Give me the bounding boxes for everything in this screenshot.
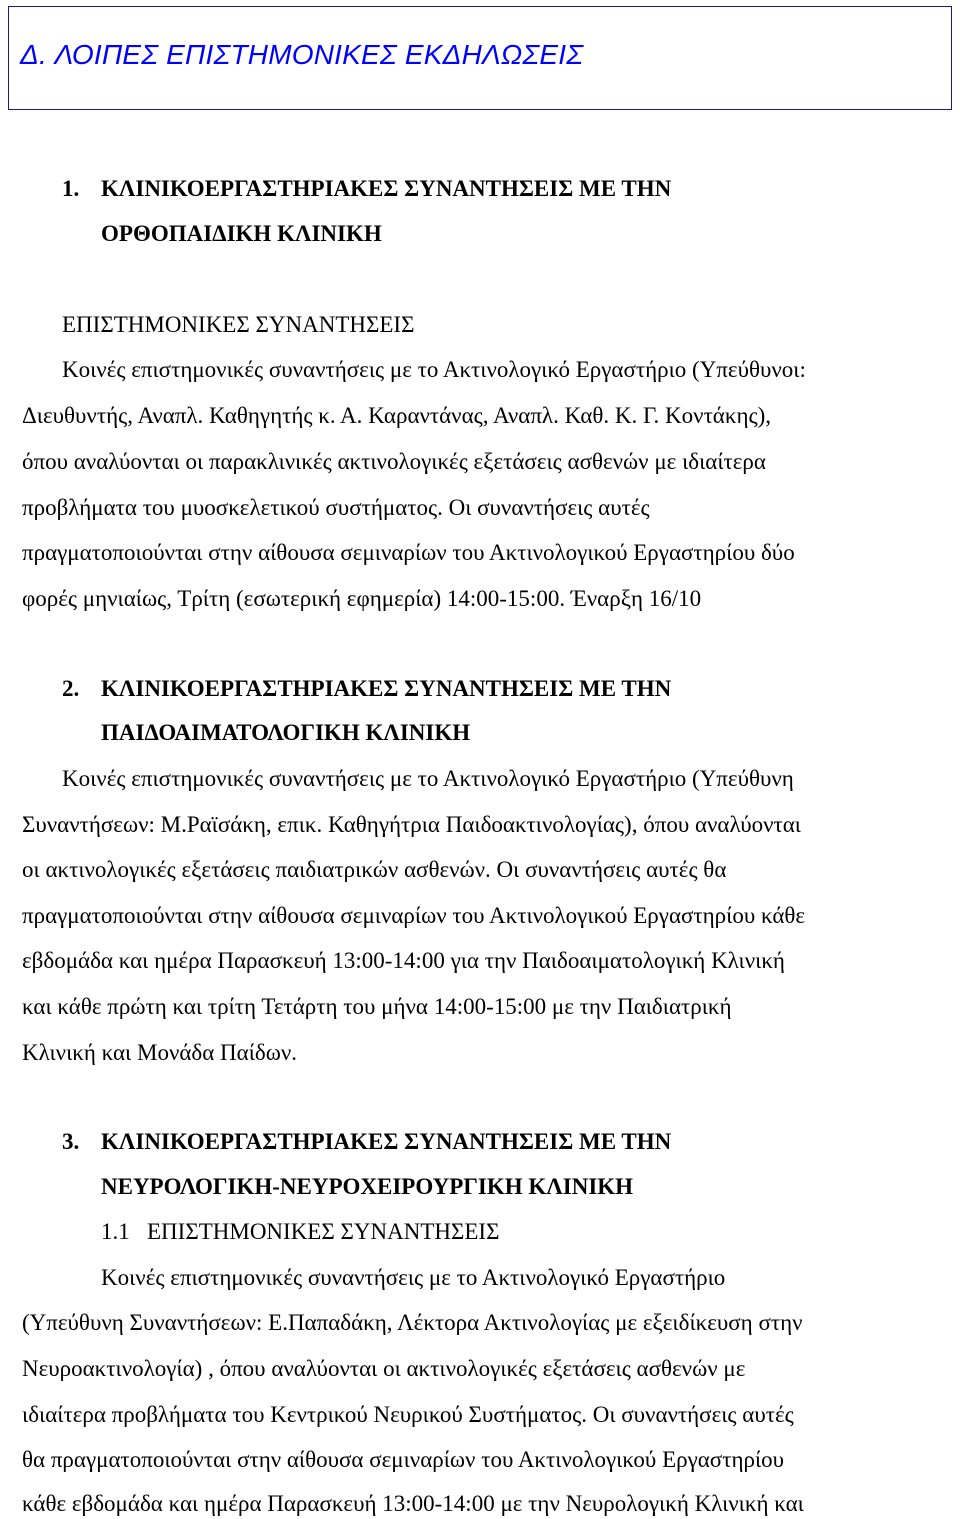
paragraph-line: πραγματοποιούνται στην αίθουσα σεμιναρίων του Ακτινολογικού Εργαστηρίου κάθε [22,903,806,928]
paragraph-line: Κοινές επιστημονικές συναντήσεις με το Ακτινολογικό Εργαστήριο [101,1265,726,1290]
paragraph-line: Κοινές επιστημονικές συναντήσεις με το Ακτινολογικό Εργαστήριο (Υπεύθυνοι: [62,357,806,382]
section-heading-line: ΟΡΘΟΠΑΙΔΙΚΗ ΚΛΙΝΙΚΗ [101,221,382,246]
section-heading-line: ΚΛΙΝΙΚΟΕΡΓΑΣΤΗΡΙΑΚΕΣ ΣΥΝΑΝΤΗΣΕΙΣ ΜΕ ΤΗΝ [101,676,672,701]
paragraph-line: Νευροακτινολογία) , όπου αναλύονται οι ακτινολογικές εξετάσεις ασθενών με [22,1356,746,1381]
paragraph-line: προβλήματα του μυοσκελετικού συστήματος. Οι συναντήσεις αυτές [22,495,650,520]
section-heading-line: ΝΕΥΡΟΛΟΓΙΚΗ-ΝΕΥΡΟΧΕΙΡΟΥΡΓΙΚΗ ΚΛΙΝΙΚΗ [101,1174,634,1199]
section-heading-line: ΚΛΙΝΙΚΟΕΡΓΑΣΤΗΡΙΑΚΕΣ ΣΥΝΑΝΤΗΣΕΙΣ ΜΕ ΤΗΝ [101,176,672,201]
section-number: 3. [62,1129,80,1154]
paragraph-line: κάθε εβδομάδα και ημέρα Παρασκευή 13:00-14:00 με την Νευρολογική Κλινική και [22,1491,804,1516]
paragraph-line: φορές μηνιαίως, Τρίτη (εσωτερική εφημερία) 14:00-15:00. Έναρξη 16/10 [22,586,702,611]
paragraph-line: εβδομάδα και ημέρα Παρασκευή 13:00-14:00 για την Παιδοαιματολογική Κλινική [22,948,785,973]
paragraph-line: Κοινές επιστημονικές συναντήσεις με το Ακτινολογικό Εργαστήριο (Υπεύθυνη [62,766,794,791]
paragraph-line: Διευθυντής, Αναπλ. Καθηγητής κ. Α. Καραντάνας, Αναπλ. Καθ. Κ. Γ. Κοντάκης), [22,403,771,428]
section-number: 1. [62,176,80,201]
section-heading-line: ΚΛΙΝΙΚΟΕΡΓΑΣΤΗΡΙΑΚΕΣ ΣΥΝΑΝΤΗΣΕΙΣ ΜΕ ΤΗΝ [101,1129,672,1154]
paragraph-line: όπου αναλύονται οι παρακλινικές ακτινολογικές εξετάσεις ασθενών με ιδιαίτερα [22,449,766,474]
paragraph-line: οι ακτινολογικές εξετάσεις παιδιατρικών ασθενών. Οι συναντήσεις αυτές θα [22,857,727,882]
paragraph-line: (Υπεύθυνη Συναντήσεων: Ε.Παπαδάκη, Λέκτορα Ακτινολογίας με εξειδίκευση στην [22,1310,803,1335]
paragraph-line: και κάθε πρώτη και τρίτη Τετάρτη του μήνα 14:00-15:00 με την Παιδιατρική [22,994,732,1019]
paragraph-line: Κλινική και Μονάδα Παίδων. [22,1040,298,1065]
section-number: 2. [62,676,80,701]
section-subheading: 1.1 ΕΠΙΣΤΗΜΟΝΙΚΕΣ ΣΥΝΑΝΤΗΣΕΙΣ [101,1219,500,1244]
paragraph-line: θα πραγματοποιούνται στην αίθουσα σεμιναρίων του Ακτινολογικού Εργαστηρίου [22,1447,785,1472]
paragraph-line: ιδιαίτερα προβλήματα του Κεντρικού Νευρικού Συστήματος. Οι συναντήσεις αυτές [22,1402,794,1427]
section-heading-line: ΠΑΙΔΟΑΙΜΑΤΟΛΟΓΙΚΗ ΚΛΙΝΙΚΗ [101,720,471,745]
page-title: Δ. ΛΟΙΠΕΣ ΕΠΙΣΤΗΜΟΝΙΚΕΣ ΕΚΔΗΛΩΣΕΙΣ [20,39,584,70]
section-subheading: ΕΠΙΣΤΗΜΟΝΙΚΕΣ ΣΥΝΑΝΤΗΣΕΙΣ [62,312,415,337]
paragraph-line: πραγματοποιούνται στην αίθουσα σεμιναρίων του Ακτινολογικού Εργαστηρίου δύο [22,540,795,565]
paragraph-line: Συναντήσεων: Μ.Ραϊσάκη, επικ. Καθηγήτρια Παιδοακτινολογίας), όπου αναλύονται [22,812,801,837]
